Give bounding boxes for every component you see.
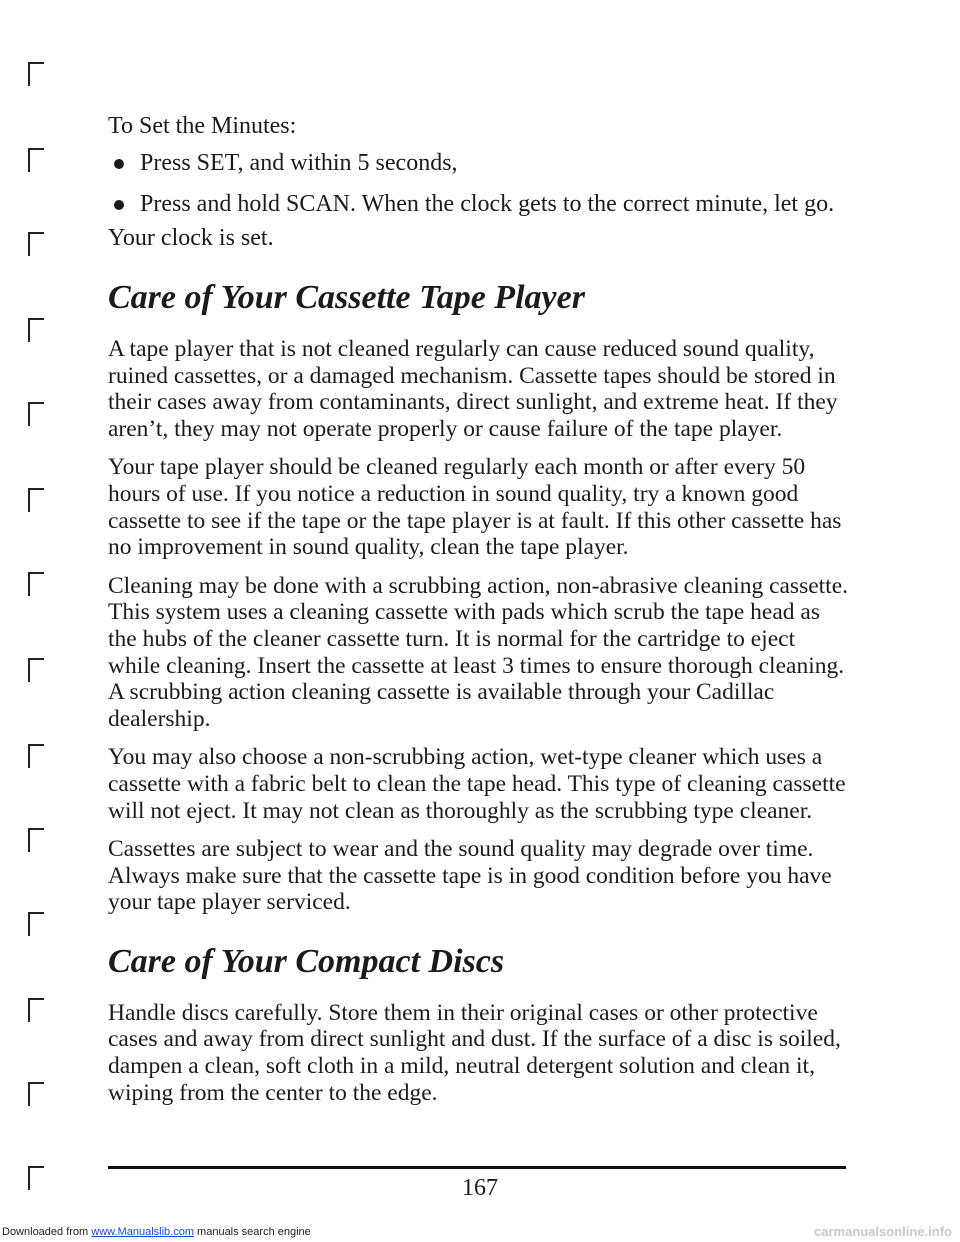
footer-prefix: Downloaded from bbox=[2, 1226, 89, 1238]
paragraph: Handle discs carefully. Store them in their original cases or other protective cases and away from direct sunlight and dust. If the surface of a disc is soiled, dampen a clean, soft cloth in a mild, neutral detergent solution and clean it, wiping from the center to the edge. bbox=[108, 999, 841, 1106]
bullet-icon bbox=[114, 159, 124, 169]
set-minutes-title: To Set the Minutes: bbox=[108, 113, 297, 139]
section-heading-cassette: Care of Your Cassette Tape Player bbox=[108, 279, 585, 316]
manualslib-link[interactable]: www.Manualslib.com bbox=[91, 1226, 194, 1238]
binding-mark bbox=[28, 998, 44, 1022]
list-item-text: Press SET, and within 5 seconds, bbox=[140, 150, 458, 176]
list-item bbox=[108, 191, 848, 218]
footer-suffix: manuals search engine bbox=[197, 1226, 311, 1238]
page-content bbox=[108, 112, 848, 1106]
binding-mark bbox=[28, 402, 44, 426]
paragraph: Cassettes are subject to wear and the sound quality may degrade over time. Always make sure that the cassette tape is in good condition before you have your tape player serviced. bbox=[108, 836, 832, 916]
instruction-list bbox=[108, 150, 848, 218]
list-item bbox=[108, 150, 848, 177]
download-footer bbox=[2, 1226, 311, 1238]
binding-mark bbox=[28, 318, 44, 342]
section-heading-compact-discs: Care of Your Compact Discs bbox=[108, 942, 505, 980]
binding-mark bbox=[28, 912, 44, 936]
paragraph: You may also choose a non-scrubbing action, wet-type cleaner which uses a cassette with a fabric belt to clean the tape head. This type of cleaning cassette will not eject. It may not clean as thoroughly as the scrubbing type cleaner. bbox=[108, 744, 846, 824]
binding-mark bbox=[28, 62, 44, 86]
paragraph: A tape player that is not cleaned regularly can cause reduced sound quality, ruined cassettes, or a damaged mechanism. Cassette tapes should be stored in their cases away from contaminants, direct sunlight, and extreme heat. If they aren’t, they may not operate properly or cause failure of the tape player. bbox=[108, 336, 838, 442]
clock-set-text: Your clock is set. bbox=[108, 225, 274, 251]
paragraph: Cleaning may be done with a scrubbing action, non-abrasive cleaning cassette. This system uses a cleaning cassette with pads which scrub the tape head as the hubs of the cleaner cassette turn. It is normal for the cartridge to eject while cleaning. Insert the cassette at least 3 times to ensure thorough cleaning. A scrubbing action cleaning cassette is available through your Cadillac dealership. bbox=[108, 572, 849, 732]
page-number: 167 bbox=[462, 1175, 498, 1201]
list-item-text: Press and hold SCAN. When the clock gets to the correct minute, let go. bbox=[140, 191, 835, 217]
bullet-icon bbox=[114, 200, 124, 210]
binding-mark bbox=[28, 572, 44, 596]
binding-mark bbox=[28, 232, 44, 256]
paragraph: Your tape player should be cleaned regularly each month or after every 50 hours of use. If you notice a reduction in sound quality, try a known good cassette to see if the tape or the tape player is at fault. If this other cassette has no improvement in sound quality, clean the tape player. bbox=[108, 454, 842, 561]
watermark: carmanualsonline.info bbox=[814, 1224, 952, 1239]
footer-rule bbox=[108, 1166, 846, 1169]
binding-mark bbox=[28, 744, 44, 768]
binding-mark bbox=[28, 658, 44, 682]
binding-mark bbox=[28, 148, 44, 172]
binding-mark bbox=[28, 1082, 44, 1106]
binding-marks bbox=[22, 0, 52, 1242]
binding-mark bbox=[28, 828, 44, 852]
binding-mark bbox=[28, 488, 44, 512]
